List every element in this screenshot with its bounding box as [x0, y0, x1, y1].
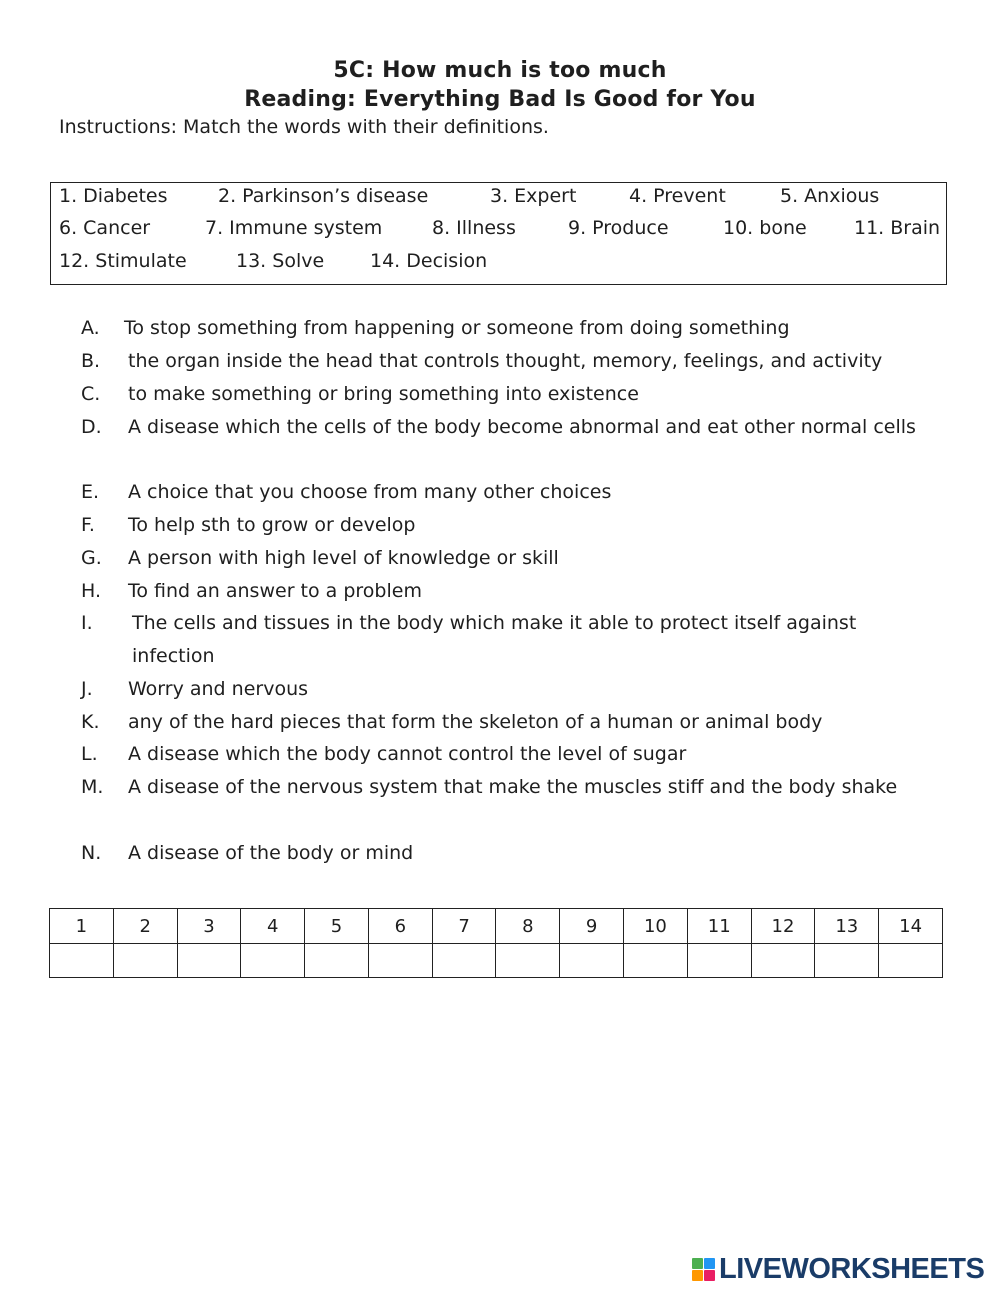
word-bank-item: 12. Stimulate [59, 250, 187, 272]
definition-text: A person with high level of knowledge or skill [128, 547, 559, 569]
answer-input-cell[interactable] [241, 944, 305, 978]
definition-letter: N. [81, 842, 102, 864]
word-bank-item: 6. Cancer [59, 217, 151, 239]
definition-letter: A. [81, 317, 100, 339]
logo-square [692, 1258, 703, 1269]
definition-text: A disease which the cells of the body become abnormal and eat other normal cells [128, 416, 916, 438]
answer-number-cell: 2 [113, 909, 177, 944]
word-bank-item: 10. bone [723, 217, 807, 239]
answer-table-header-row [50, 909, 943, 944]
answer-number-cell: 4 [241, 909, 305, 944]
word-bank-item: 11. Brain [854, 217, 941, 239]
definition-letter: C. [81, 383, 101, 405]
definition-letter: M. [81, 776, 104, 798]
answer-number-cell: 1 [50, 909, 114, 944]
answer-number-cell: 3 [177, 909, 241, 944]
answer-input-cell[interactable] [879, 944, 943, 978]
word-bank-item: 4. Prevent [629, 185, 726, 207]
definition-letter: D. [81, 416, 102, 438]
answer-input-cell[interactable] [560, 944, 624, 978]
definition-letter: K. [81, 711, 100, 733]
word-bank-box [50, 182, 947, 285]
answer-number-cell: 7 [432, 909, 496, 944]
word-bank-item: 9. Produce [568, 217, 669, 239]
answer-number-cell: 5 [305, 909, 369, 944]
logo-square [704, 1258, 715, 1269]
definition-text: A choice that you choose from many other choices [128, 481, 612, 503]
answer-input-cell[interactable] [815, 944, 879, 978]
definition-text: To find an answer to a problem [128, 580, 422, 602]
answer-number-cell: 12 [751, 909, 815, 944]
definition-letter: H. [81, 580, 101, 602]
definition-text: any of the hard pieces that form the skeleton of a human or animal body [128, 711, 823, 733]
liveworksheets-logo-icon [692, 1258, 715, 1281]
answer-number-cell: 13 [815, 909, 879, 944]
definition-letter: G. [81, 547, 102, 569]
definition-text: A disease which the body cannot control the level of sugar [128, 743, 687, 765]
answer-input-cell[interactable] [624, 944, 688, 978]
answer-number-cell: 6 [368, 909, 432, 944]
definition-letter: J. [81, 678, 93, 700]
word-bank-item: 5. Anxious [780, 185, 880, 207]
definition-letter: B. [81, 350, 101, 372]
definition-text: Worry and nervous [128, 678, 309, 700]
answer-input-cell[interactable] [751, 944, 815, 978]
definition-text: A disease of the nervous system that make the muscles stiff and the body shake [128, 776, 898, 798]
answer-input-cell[interactable] [305, 944, 369, 978]
definition-letter: I. [81, 612, 93, 634]
instructions-text: Instructions: Match the words with their definitions. [59, 116, 549, 138]
answer-table [49, 908, 943, 978]
answer-input-cell[interactable] [687, 944, 751, 978]
answer-table-input-row [50, 944, 943, 978]
definition-text: A disease of the body or mind [128, 842, 414, 864]
answer-number-cell: 8 [496, 909, 560, 944]
answer-input-cell[interactable] [496, 944, 560, 978]
worksheet-title: 5C: How much is too much [333, 58, 667, 83]
answer-input-cell[interactable] [50, 944, 114, 978]
word-bank-item: 14. Decision [370, 250, 488, 272]
definition-letter: L. [81, 743, 98, 765]
word-bank-item: 3. Expert [490, 185, 577, 207]
word-bank-item: 1. Diabetes [59, 185, 168, 207]
word-bank-item: 8. Illness [432, 217, 516, 239]
answer-number-cell: 14 [879, 909, 943, 944]
answer-number-cell: 11 [687, 909, 751, 944]
worksheet-subtitle: Reading: Everything Bad Is Good for You [244, 87, 756, 112]
liveworksheets-logo [692, 1253, 984, 1285]
definition-text: To help sth to grow or develop [128, 514, 416, 536]
definition-letter: F. [81, 514, 95, 536]
definition-text: The cells and tissues in the body which make it able to protect itself against infection [132, 612, 857, 667]
logo-square [692, 1270, 703, 1281]
liveworksheets-logo-text: LIVEWORKSHEETS [719, 1252, 985, 1285]
word-bank-item: 7. Immune system [205, 217, 383, 239]
answer-number-cell: 9 [560, 909, 624, 944]
answer-number-cell: 10 [624, 909, 688, 944]
definition-text: the organ inside the head that controls thought, memory, feelings, and activity [128, 350, 883, 372]
definition-text: To stop something from happening or someone from doing something [124, 317, 790, 339]
logo-square [704, 1270, 715, 1281]
definition-letter: E. [81, 481, 100, 503]
definition-text: to make something or bring something into existence [128, 383, 639, 405]
word-bank-item: 2. Parkinson’s disease [218, 185, 429, 207]
answer-input-cell[interactable] [177, 944, 241, 978]
word-bank-item: 13. Solve [236, 250, 325, 272]
answer-input-cell[interactable] [113, 944, 177, 978]
answer-input-cell[interactable] [368, 944, 432, 978]
answer-input-cell[interactable] [432, 944, 496, 978]
